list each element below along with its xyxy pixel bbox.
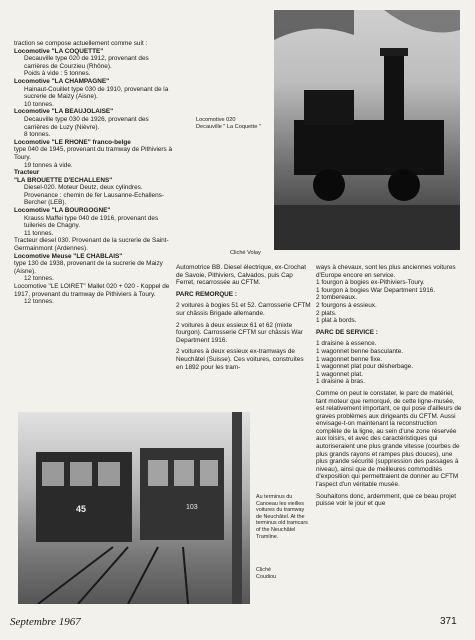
left-column-para: Locomotive "LA CHAMPAGNE" (14, 77, 110, 85)
left-column-para: Diesel-020. Moteur Deutz, deux cylindres. Provenance : chemin de fer Lausanne-Echallens-Bercher (LEB). (24, 184, 164, 207)
photo-top-caption-line2: Decauville " La Coquette " (196, 123, 261, 130)
left-column-para: Decauville type 020 de 1912, provenant des carrières de Courzieu (Rhône). (24, 55, 149, 70)
left-column-para: 8 tonnes. (24, 131, 51, 139)
trams-illustration (18, 412, 250, 604)
right-column-para: PARC DE SERVICE : (316, 328, 378, 336)
right-column-para: 1 wagonnet plat. (316, 370, 363, 378)
left-column-para: "LA BROUETTE D'ECHALLENS" (14, 176, 113, 184)
left-column-para: 12 tonnes. (24, 298, 54, 306)
left-column-para: Locomotive "LA BOURGOGNE" (14, 207, 111, 215)
right-column-para: 2 plats. (316, 309, 337, 317)
right-column-para: 1 wagonnet benne fixe. (316, 355, 383, 363)
right-column (316, 264, 462, 508)
left-column-para: Decauville type 030 de 1926, provenant des carrières de Luzy (Nièvre). (24, 115, 149, 131)
left-column-para: Locomotive "LE LOIRET" Mallet 020 + 020 - Koppel de 1917, provenant du tramway de Pithiviers à Toury. (14, 283, 170, 298)
tram-number-103: 103 (186, 504, 198, 511)
left-column (14, 40, 174, 306)
right-column-para: 1 fourgon à bogies ex-Pithiviers-Toury. (316, 279, 425, 287)
photo-top-caption (196, 117, 272, 130)
tram-number-45: 45 (76, 504, 87, 514)
photo-bottom-caption: Au terminus du Canoeau les vieilles voitures du tramway de Neuchâtel. At the terminus old tramcars of the Neuchâtel Tramline. (256, 494, 308, 540)
right-column-para: 1 wagonnet plat pour désherbage. (316, 363, 413, 371)
middle-column-para: 2 voitures à deux essieux ex-tramways de Neuchâtel (Suisse). Ces voitures, construites en 1892 pour les tram- (176, 348, 304, 371)
left-column-para: Locomotive "LA COQUETTE" (14, 47, 104, 55)
right-column-para: Comme on peut le constater, le parc de matériel, tant moteur que remorqué, de cette ligne-musée, est relativement important, ce qui pose d'ailleurs de graves problèmes aux dirigeants du CFTM. Aussi envisage-t-on maintenant la reconstruction complète de la ligne, au sein d'une zone réservée aux loisirs, et avec des caractéristiques qui autoriseraient une plus grande vitesse (courbes de plus grands rayons et rampes plus douces), une plus grande sécurité (suppression des passages à niveau), ainsi que de meilleures commodités d'exposition qui permettraient de donner au CFTM l'aspect d'un véritable musée. (316, 389, 462, 489)
left-column-para: Krauss Maffei type 040 de 1916, provenant des tuileries de Chagny. (24, 214, 159, 230)
photo-locomotive (274, 10, 460, 250)
left-column-para: 19 tonnes à vide. (24, 161, 73, 169)
locomotive-illustration (274, 10, 460, 250)
left-column-para: Locomotive "LA BEAUJOLAISE" (14, 108, 114, 116)
photo-top-credit: Cliché Volay (230, 250, 261, 256)
footer-date: Septembre 1967 (10, 616, 81, 628)
left-column-para: 12 tonnes. (24, 275, 54, 283)
left-column-para: Poids à vide : 5 tonnes. (24, 70, 91, 78)
middle-column-para: Automotrice BB. Diesel électrique, ex-Crochat de Savoie, Pithiviers, Calvados, puis Cap Ferret, recarrossée au CFTM. (176, 264, 306, 287)
right-column-para: Souhaitons donc, ardemment, que ce beau projet puisse voir le jour et que (316, 492, 456, 508)
left-column-para: Locomotive "LE RHONE" franco-belge (14, 138, 131, 146)
right-column-para: 1 fourgon à bogies War Department 1916. (316, 286, 436, 294)
left-column-para: 11 tonnes. (24, 229, 54, 237)
right-column-para: 2 tombereaux. (316, 294, 357, 302)
page-number: 371 (440, 616, 457, 627)
middle-column-para: 2 voitures à deux essieux 61 et 62 (mixte fourgon). Carrosserie CFTM sur châssis War Department 1916. (176, 321, 303, 344)
right-column-para: ways à chevaux, sont les plus anciennes voitures d'Europe encore en service. (316, 264, 456, 279)
left-column-para: Tracteur diesel 030. Provenant de la sucrerie de Saint-Germainmont (Ardennes). (14, 237, 169, 253)
middle-column (176, 264, 312, 371)
right-column-para: 1 draisine à essence. (316, 340, 377, 348)
right-column-para: 1 plat à bords. (316, 317, 357, 325)
left-column-para: Hainaut-Couillet type 030 de 1910, provenant de la sucrerie de Maizy (Aisne). (24, 85, 169, 101)
middle-column-para: PARC REMORQUE : (176, 290, 237, 298)
left-column-para: Locomotive Meuse "LE CHABLAIS" (14, 252, 123, 260)
left-column-para: type 040 de 1945, provenant du tramway de Pithiviers à Toury. (14, 146, 173, 161)
left-column-para: 10 tonnes. (24, 100, 54, 108)
photo-trams (18, 412, 250, 604)
left-column-para: Tracteur (14, 169, 40, 177)
right-column-para: 1 wagonnet benne basculante. (316, 347, 404, 355)
right-column-para: 1 draisine à bras. (316, 378, 366, 386)
photo-top-caption-line1: Locomotive 020 (196, 117, 236, 123)
left-column-para: traction se compose actuellement comme suit : (14, 40, 148, 47)
right-column-para: 2 fourgons à essieux. (316, 301, 377, 309)
left-column-para: type 130 de 1938, provenant de la sucrerie de Maizy (Aisne). (14, 260, 163, 275)
middle-column-para: 2 voitures à bogies 51 et 52. Carrosserie CFTM sur châssis Brigade allemande. (176, 302, 311, 317)
photo-bottom-credit: Cliché Coudiou (256, 567, 277, 580)
